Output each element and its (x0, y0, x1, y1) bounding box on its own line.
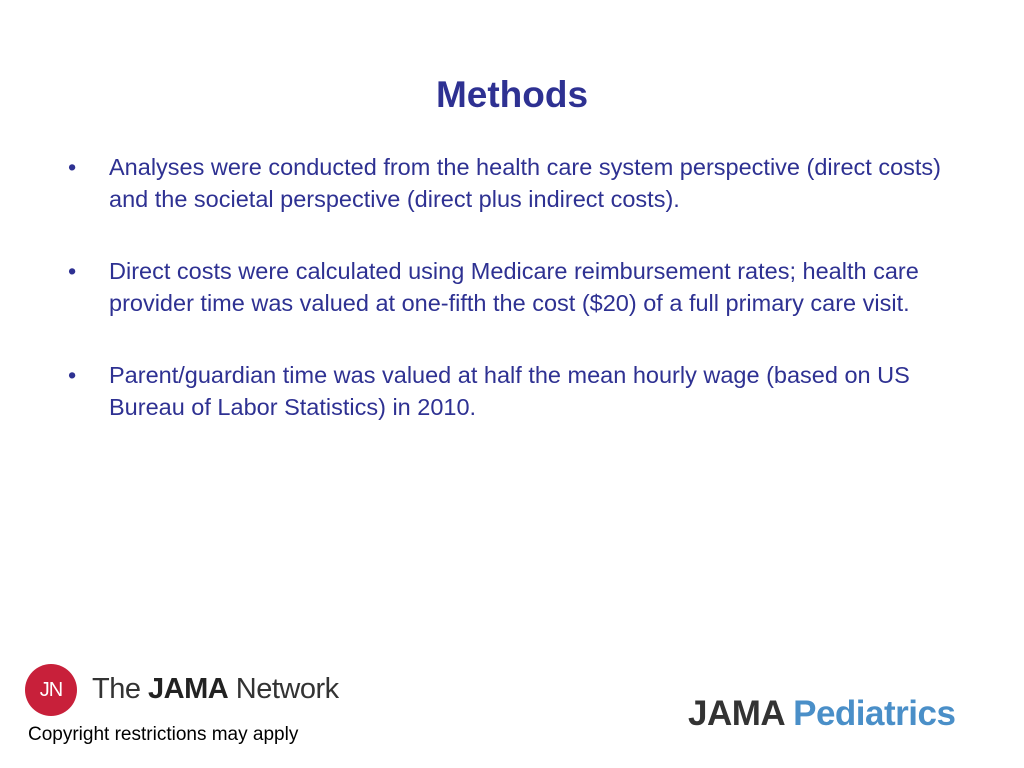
bullet-icon: • (68, 154, 77, 180)
copyright-notice: Copyright restrictions may apply (28, 724, 299, 745)
jama-network-logo-icon: JN (25, 664, 77, 716)
bullet-icon: • (68, 258, 77, 284)
slide-title: Methods (435, 74, 589, 115)
bullet-item (68, 152, 968, 215)
network-suffix: Network (228, 673, 339, 705)
bullet-list (68, 152, 968, 464)
bullet-text: Analyses were conducted from the health care system perspective (direct costs) and the societal perspective (direct plus indirect costs). (109, 154, 942, 212)
journal-name-jama: JAMA (688, 694, 784, 733)
bullet-item (68, 256, 968, 319)
bullet-text: Parent/guardian time was valued at half the mean hourly wage (based on US Bureau of Labor Statistics) in 2010. (109, 362, 910, 420)
bullet-text: Direct costs were calculated using Medicare reimbursement rates; health care provider time was valued at one-fifth the cost ($20) of a full primary care visit. (109, 258, 919, 316)
network-prefix: The (92, 673, 149, 705)
bullet-icon: • (68, 362, 77, 388)
network-bold: JAMA (148, 673, 229, 705)
bullet-item (68, 360, 968, 423)
journal-name-pediatrics: Pediatrics (783, 694, 956, 733)
jama-network-wordmark (92, 673, 339, 706)
journal-logo (688, 694, 955, 734)
